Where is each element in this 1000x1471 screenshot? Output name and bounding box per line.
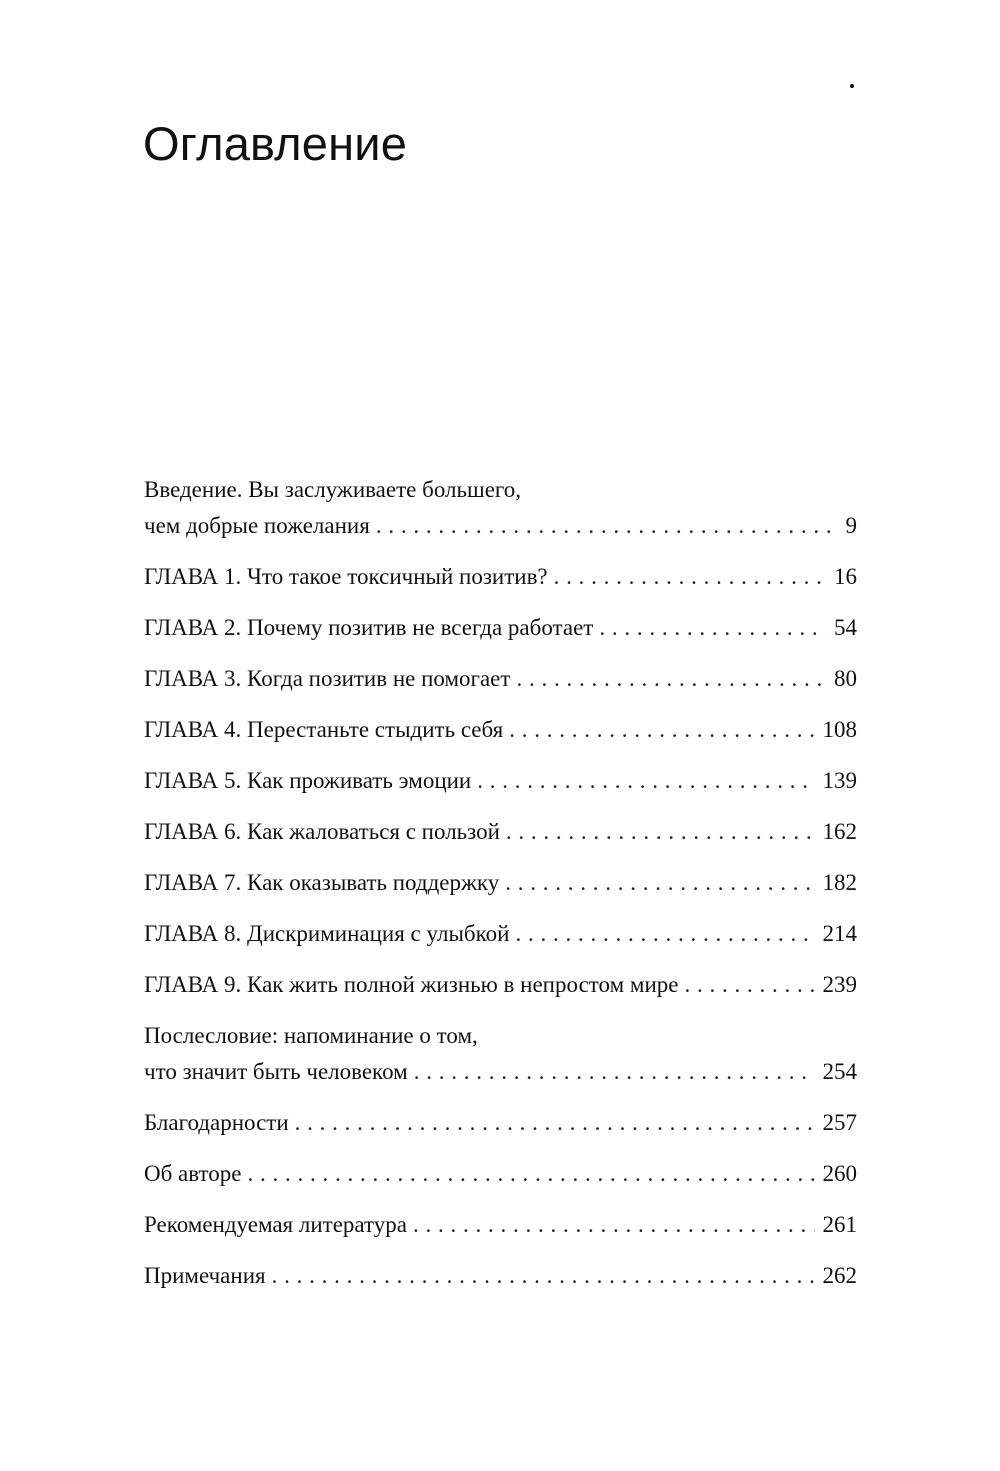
toc-entry-row bbox=[144, 1156, 857, 1192]
toc-entry-title: ГЛАВА 6. Как жаловаться с пользой bbox=[144, 819, 500, 844]
corner-dot bbox=[850, 84, 854, 88]
toc-entry-row bbox=[144, 916, 857, 952]
dot-leader bbox=[599, 610, 826, 646]
toc-page-number: 108 bbox=[822, 717, 857, 742]
dot-leader bbox=[413, 1207, 815, 1243]
toc-entry-title: чем добрые пожелания bbox=[144, 513, 370, 538]
toc-entry-row bbox=[144, 559, 857, 595]
toc-entry-row bbox=[144, 1054, 857, 1090]
toc-page-number: 262 bbox=[822, 1263, 857, 1288]
dot-leader bbox=[477, 763, 814, 799]
toc-page-number: 9 bbox=[845, 513, 857, 538]
toc-entry[interactable] bbox=[144, 712, 857, 748]
toc-entry-title: Благодарности bbox=[144, 1110, 289, 1135]
toc-entry[interactable] bbox=[144, 1156, 857, 1192]
toc-entry[interactable] bbox=[144, 1105, 857, 1141]
toc-entry[interactable] bbox=[144, 472, 857, 544]
toc-entry-row bbox=[144, 763, 857, 799]
dot-leader bbox=[272, 1258, 815, 1294]
toc-entry[interactable] bbox=[144, 610, 857, 646]
toc-entry[interactable] bbox=[144, 661, 857, 697]
toc-page-number: 162 bbox=[822, 819, 857, 844]
toc-entry-title: ГЛАВА 4. Перестаньте стыдить себя bbox=[144, 717, 504, 742]
toc-entry-row bbox=[144, 610, 857, 646]
toc-entry[interactable] bbox=[144, 916, 857, 952]
toc-entry[interactable] bbox=[144, 1018, 857, 1090]
toc-entry-row bbox=[144, 1207, 857, 1243]
toc-page-number: 214 bbox=[822, 921, 857, 946]
toc-page-number: 139 bbox=[822, 768, 857, 793]
toc-entry-title-line: Введение. Вы заслуживаете большего, bbox=[144, 477, 522, 502]
dot-leader bbox=[684, 967, 814, 1003]
toc-entry-title: ГЛАВА 1. Что такое токсичный позитив? bbox=[144, 564, 548, 589]
page-title: Оглавление bbox=[143, 117, 408, 170]
toc-entry[interactable] bbox=[144, 1207, 857, 1243]
toc-page-number: 16 bbox=[834, 564, 857, 589]
toc-entry[interactable] bbox=[144, 967, 857, 1003]
dot-leader bbox=[248, 1156, 815, 1192]
toc-entry-title: Примечания bbox=[144, 1263, 266, 1288]
toc-entry-row bbox=[144, 967, 857, 1003]
toc-entry-title: Об авторе bbox=[144, 1161, 242, 1186]
dot-leader bbox=[376, 508, 838, 544]
toc-entry-row bbox=[144, 1105, 857, 1141]
toc-entry-row bbox=[144, 661, 857, 697]
toc-page-number: 254 bbox=[822, 1059, 857, 1084]
toc-page-number: 257 bbox=[822, 1110, 857, 1135]
dot-leader bbox=[506, 814, 815, 850]
toc-entry-row bbox=[144, 712, 857, 748]
dot-leader bbox=[295, 1105, 815, 1141]
toc-entry-title-line: Послесловие: напоминание о том, bbox=[144, 1023, 478, 1048]
table-of-contents bbox=[144, 472, 857, 1309]
toc-entry-row bbox=[144, 865, 857, 901]
toc-entry-row bbox=[144, 814, 857, 850]
toc-entry[interactable] bbox=[144, 763, 857, 799]
dot-leader bbox=[505, 865, 814, 901]
dot-leader bbox=[515, 916, 814, 952]
toc-entry-row bbox=[144, 508, 857, 544]
toc-entry-row bbox=[144, 1258, 857, 1294]
toc-page-number: 261 bbox=[822, 1212, 857, 1237]
toc-entry-title: ГЛАВА 3. Когда позитив не помогает bbox=[144, 666, 511, 691]
toc-entry-title: что значит быть человеком bbox=[144, 1059, 408, 1084]
toc-entry-title: ГЛАВА 5. Как проживать эмоции bbox=[144, 768, 472, 793]
toc-entry[interactable] bbox=[144, 865, 857, 901]
dot-leader bbox=[516, 661, 826, 697]
toc-page-number: 80 bbox=[834, 666, 857, 691]
dot-leader bbox=[414, 1054, 815, 1090]
toc-page-number: 182 bbox=[822, 870, 857, 895]
toc-entry-title: ГЛАВА 2. Почему позитив не всегда работает bbox=[144, 615, 594, 640]
toc-entry[interactable] bbox=[144, 1258, 857, 1294]
dot-leader bbox=[554, 559, 826, 595]
toc-entry-title: ГЛАВА 8. Дискриминация с улыбкой bbox=[144, 921, 510, 946]
toc-page-number: 260 bbox=[822, 1161, 857, 1186]
toc-entry-title: ГЛАВА 9. Как жить полной жизнью в непростом мире bbox=[144, 972, 679, 997]
toc-entry[interactable] bbox=[144, 814, 857, 850]
toc-entry-title: ГЛАВА 7. Как оказывать поддержку bbox=[144, 870, 500, 895]
toc-page-number: 54 bbox=[834, 615, 857, 640]
toc-entry[interactable] bbox=[144, 559, 857, 595]
dot-leader bbox=[509, 712, 814, 748]
toc-page-number: 239 bbox=[822, 972, 857, 997]
toc-entry-title: Рекомендуемая литература bbox=[144, 1212, 407, 1237]
